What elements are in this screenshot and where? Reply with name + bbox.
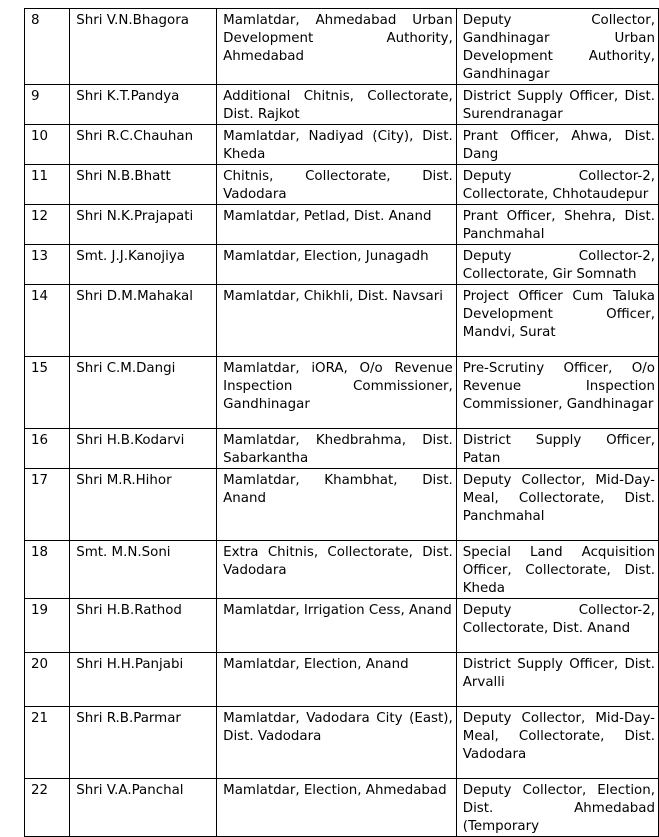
new-posting: Deputy Collector, Gandhinagar Urban Development Authority, Gandhinagar [456, 9, 658, 85]
new-posting: District Supply Officer, Dist. Arvalli [456, 653, 658, 707]
present-posting: Mamlatdar, Ahmedabad Urban Development Authority, Ahmedabad [217, 9, 457, 85]
present-posting: Mamlatdar, Election, Anand [217, 653, 457, 707]
serial-number: 19 [25, 599, 70, 653]
new-posting: Project Officer Cum Taluka Development Officer, Mandvi, Surat [456, 285, 658, 357]
table-row [25, 469, 659, 541]
serial-number: 15 [25, 357, 70, 429]
officer-name: Shri H.B.Kodarvi [70, 429, 217, 469]
serial-number: 12 [25, 205, 70, 245]
present-posting: Mamlatdar, Petlad, Dist. Anand [217, 205, 457, 245]
table-row [25, 9, 659, 85]
present-posting: Extra Chitnis, Collectorate, Dist. Vadodara [217, 541, 457, 599]
officer-name: Shri M.R.Hihor [70, 469, 217, 541]
officer-name: Shri N.K.Prajapati [70, 205, 217, 245]
new-posting: Prant Officer, Ahwa, Dist. Dang [456, 125, 658, 165]
serial-number: 21 [25, 707, 70, 779]
serial-number: 22 [25, 779, 70, 837]
new-posting: District Supply Officer, Dist. Surendranagar [456, 85, 658, 125]
table-row [25, 205, 659, 245]
table-row [25, 245, 659, 285]
table-row [25, 779, 659, 837]
serial-number: 20 [25, 653, 70, 707]
new-posting: Deputy Collector, Mid-Day-Meal, Collectorate, Dist. Panchmahal [456, 469, 658, 541]
officer-name: Shri N.B.Bhatt [70, 165, 217, 205]
table-row [25, 707, 659, 779]
table-row [25, 599, 659, 653]
new-posting: Deputy Collector-2, Collectorate, Gir Somnath [456, 245, 658, 285]
new-posting: Deputy Collector-2, Collectorate, Dist. Anand [456, 599, 658, 653]
officer-name: Shri C.M.Dangi [70, 357, 217, 429]
officer-name: Shri R.B.Parmar [70, 707, 217, 779]
present-posting: Mamlatdar, Khedbrahma, Dist. Sabarkantha [217, 429, 457, 469]
serial-number: 18 [25, 541, 70, 599]
new-posting: Pre-Scrutiny Officer, O/o Revenue Inspection Commissioner, Gandhinagar [456, 357, 658, 429]
officer-name: Shri K.T.Pandya [70, 85, 217, 125]
table-row [25, 165, 659, 205]
present-posting: Mamlatdar, Khambhat, Dist. Anand [217, 469, 457, 541]
present-posting: Chitnis, Collectorate, Dist. Vadodara [217, 165, 457, 205]
table-row [25, 285, 659, 357]
table-row [25, 653, 659, 707]
transfer-table [24, 8, 659, 837]
transfer-table-body [25, 9, 659, 837]
officer-name: Shri V.N.Bhagora [70, 9, 217, 85]
present-posting: Mamlatdar, Election, Ahmedabad [217, 779, 457, 837]
present-posting: Mamlatdar, Election, Junagadh [217, 245, 457, 285]
present-posting: Mamlatdar, Chikhli, Dist. Navsari [217, 285, 457, 357]
table-row [25, 541, 659, 599]
present-posting: Mamlatdar, Irrigation Cess, Anand [217, 599, 457, 653]
serial-number: 10 [25, 125, 70, 165]
new-posting: District Supply Officer, Patan [456, 429, 658, 469]
table-row [25, 357, 659, 429]
new-posting: Deputy Collector, Mid-Day-Meal, Collectorate, Dist. Vadodara [456, 707, 658, 779]
officer-name: Shri H.H.Panjabi [70, 653, 217, 707]
serial-number: 14 [25, 285, 70, 357]
serial-number: 17 [25, 469, 70, 541]
serial-number: 13 [25, 245, 70, 285]
present-posting: Mamlatdar, iORA, O/o Revenue Inspection Commissioner, Gandhinagar [217, 357, 457, 429]
officer-name: Shri R.C.Chauhan [70, 125, 217, 165]
present-posting: Additional Chitnis, Collectorate, Dist. Rajkot [217, 85, 457, 125]
new-posting: Special Land Acquisition Officer, Collectorate, Dist. Kheda [456, 541, 658, 599]
new-posting: Deputy Collector, Election, Dist. Ahmedabad (Temporary [456, 779, 658, 837]
present-posting: Mamlatdar, Nadiyad (City), Dist. Kheda [217, 125, 457, 165]
serial-number: 8 [25, 9, 70, 85]
new-posting: Deputy Collector-2, Collectorate, Chhotaudepur [456, 165, 658, 205]
new-posting: Prant Officer, Shehra, Dist. Panchmahal [456, 205, 658, 245]
serial-number: 9 [25, 85, 70, 125]
serial-number: 11 [25, 165, 70, 205]
officer-name: Smt. M.N.Soni [70, 541, 217, 599]
officer-name: Shri D.M.Mahakal [70, 285, 217, 357]
serial-number: 16 [25, 429, 70, 469]
officer-name: Smt. J.J.Kanojiya [70, 245, 217, 285]
table-row [25, 85, 659, 125]
officer-name: Shri H.B.Rathod [70, 599, 217, 653]
officer-name: Shri V.A.Panchal [70, 779, 217, 837]
present-posting: Mamlatdar, Vadodara City (East), Dist. Vadodara [217, 707, 457, 779]
table-row [25, 429, 659, 469]
table-row [25, 125, 659, 165]
